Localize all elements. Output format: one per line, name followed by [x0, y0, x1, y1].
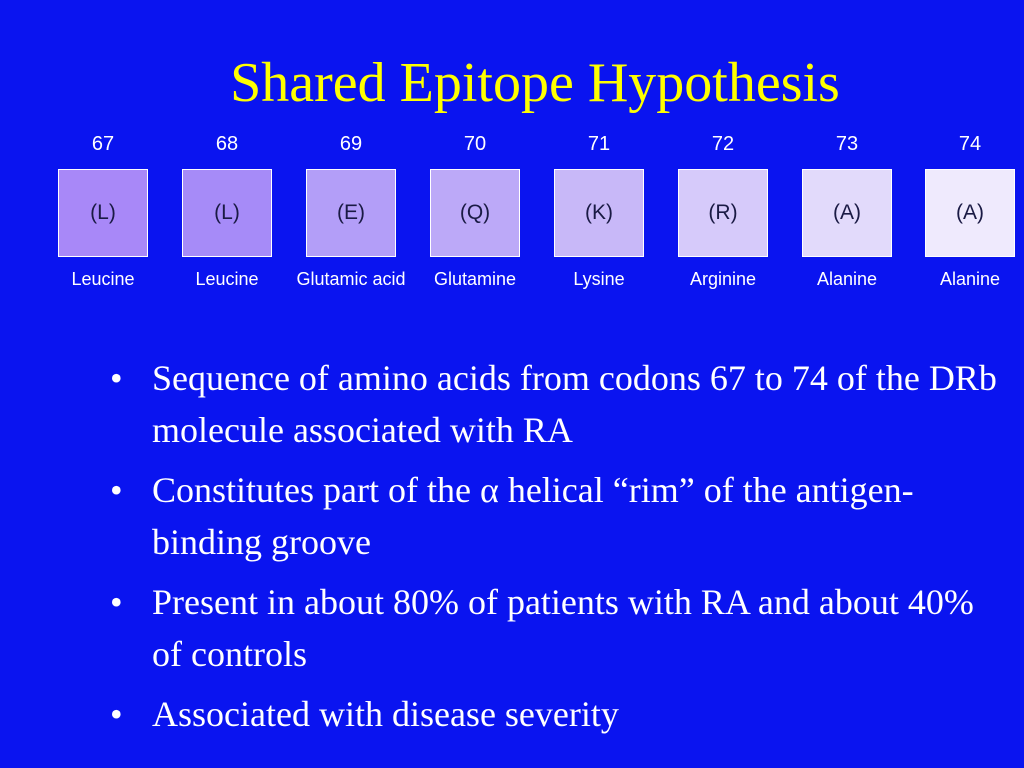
amino-acid-box — [306, 169, 396, 257]
bullet-marker: • — [110, 582, 123, 622]
amino-acid-name: Alanine — [816, 269, 878, 289]
amino-acid-code: (A) — [956, 201, 984, 224]
codon-69 — [289, 132, 413, 290]
amino-acid-name: Leucine — [195, 269, 259, 289]
amino-acid-box — [678, 169, 768, 257]
amino-acid-name: Arginine — [689, 269, 757, 289]
slide-title: Shared Epitope Hypothesis — [230, 52, 840, 114]
amino-acid-code: (A) — [833, 201, 861, 224]
bullet-list — [110, 352, 1010, 748]
amino-acid-name: Lysine — [573, 269, 625, 289]
amino-acid-code: (L) — [90, 201, 116, 224]
codon-number: 74 — [958, 133, 982, 155]
amino-acid-box — [554, 169, 644, 257]
codon-73 — [785, 132, 909, 290]
bullet-marker: • — [110, 358, 123, 398]
amino-acid-code: (R) — [708, 201, 738, 224]
codon-71 — [537, 132, 661, 290]
amino-acid-code: (Q) — [459, 201, 491, 224]
amino-acid-box — [925, 169, 1015, 257]
codon-number: 69 — [339, 133, 363, 155]
bullet-marker: • — [110, 694, 123, 734]
bullet-item — [110, 352, 1010, 456]
amino-acid-name: Alanine — [939, 269, 1001, 289]
codon-number: 71 — [587, 133, 611, 155]
codon-number: 67 — [91, 133, 115, 155]
amino-acid-box — [182, 169, 272, 257]
codon-number: 72 — [711, 133, 735, 155]
codon-70 — [413, 132, 537, 290]
codon-sequence — [0, 0, 1024, 330]
amino-acid-name: Glutamine — [433, 269, 517, 289]
amino-acid-code: (K) — [585, 201, 613, 224]
bullet-text: Sequence of amino acids from codons 67 to 74 of the DRb molecule associated with RA — [152, 358, 997, 450]
amino-acid-code: (E) — [337, 201, 365, 224]
amino-acid-name: Leucine — [71, 269, 135, 289]
amino-acid-name: Glutamic acid — [296, 269, 406, 289]
bullet-text: Associated with disease severity — [152, 694, 619, 734]
bullet-text: Constitutes part of the α helical “rim” of the antigen-binding groove — [152, 470, 914, 562]
bullet-item — [110, 464, 1010, 568]
amino-acid-box — [430, 169, 520, 257]
bullet-item — [110, 688, 1010, 740]
codon-67 — [41, 132, 165, 290]
bullet-marker: • — [110, 470, 123, 510]
codon-number: 70 — [463, 133, 487, 155]
amino-acid-box — [802, 169, 892, 257]
codon-number: 73 — [835, 133, 859, 155]
amino-acid-box — [58, 169, 148, 257]
codon-72 — [661, 132, 785, 290]
amino-acid-code: (L) — [214, 201, 240, 224]
codon-68 — [165, 132, 289, 290]
codon-74 — [908, 132, 1024, 290]
codon-number: 68 — [215, 133, 239, 155]
bullet-text: Present in about 80% of patients with RA and about 40% of controls — [152, 582, 974, 674]
bullet-item — [110, 576, 1010, 680]
